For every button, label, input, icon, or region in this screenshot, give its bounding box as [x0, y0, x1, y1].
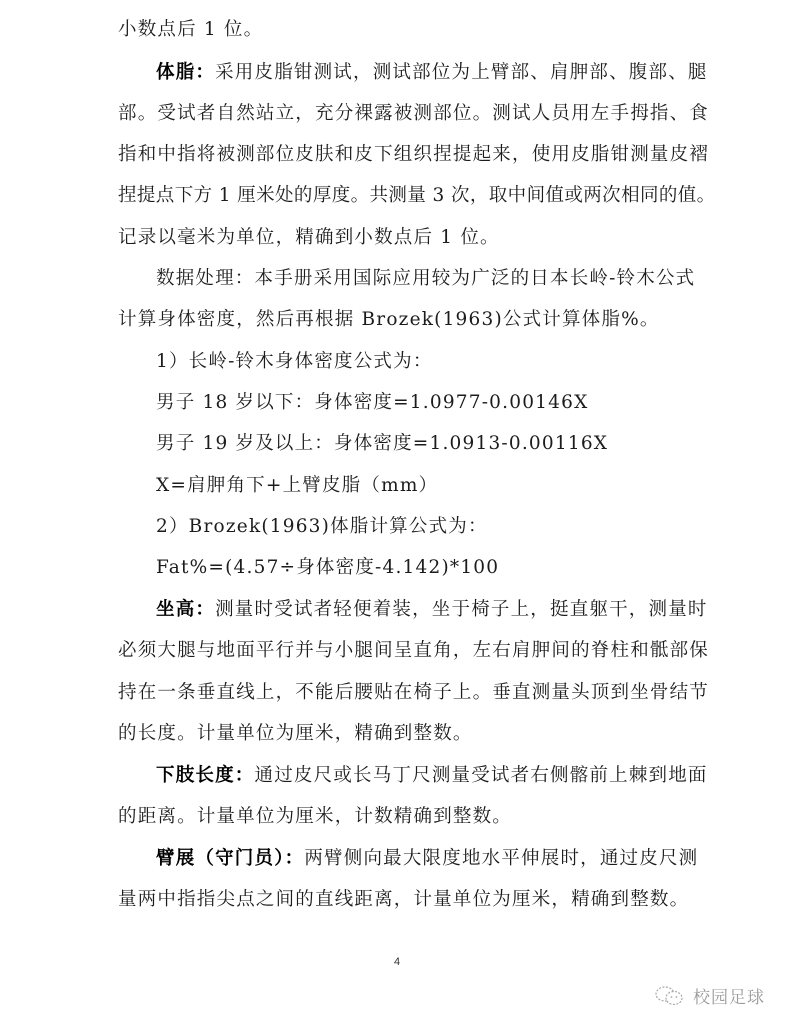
formula-line: [156, 391, 716, 415]
line-text: 记录以毫米为单位，精确到小数点后 1 位。: [118, 227, 500, 248]
text-line: [156, 267, 696, 291]
line-text: 部。受试者自然站立，充分裸露被测部位。测试人员用左手拇指、食: [118, 103, 710, 124]
text-line: [118, 639, 710, 663]
line-text: 计算身体密度，然后再根据 Brozek(1963)公式计算体脂%。: [118, 309, 660, 330]
line-text: 指和中指将被测部位皮肤和皮下组织捏提起来，使用皮脂钳测量皮褶: [118, 144, 710, 165]
text-line: [118, 184, 716, 208]
section-arm-span-heading-line: [156, 847, 699, 871]
text-line: [118, 226, 678, 250]
line-text: 两臂侧向最大限度地水平伸展时，通过皮尺测: [304, 848, 699, 869]
section-leg-length-heading-line: [156, 764, 708, 788]
line-text: 小数点后 1 位。: [118, 19, 264, 40]
line-text: 量两中指指尖点之间的直线距离，计量单位为厘米，精确到整数。: [118, 889, 690, 910]
wechat-icon: [653, 985, 687, 1007]
line-text: 数据处理：本手册采用国际应用较为广泛的日本长岭-铃木公式: [156, 268, 696, 289]
line-text: 通过皮尺或长马丁尺测量受试者右侧髂前上棘到地面: [254, 765, 708, 786]
section-title-leg-length: 下肢长度：: [156, 765, 255, 786]
line-text: 必须大腿与地面平行并与小腿间呈直角，左右肩胛间的脊柱和骶部保: [118, 640, 710, 661]
text-line: [118, 888, 690, 912]
formula-line: [156, 474, 716, 498]
text-line: [118, 308, 678, 332]
section-title-arm-span: 臂展（守门员）：: [156, 848, 305, 869]
line-text: 2）Brozek(1963)体脂计算公式为：: [156, 516, 488, 537]
section-body-fat-heading-line: [156, 61, 708, 85]
formula-heading-1: [156, 350, 716, 374]
section-title-sitting-height: 坐高：: [156, 599, 216, 620]
line-text: 1）长岭-铃木身体密度公式为：: [156, 351, 433, 372]
line-text: 男子 18 岁以下：身体密度=1.0977-0.00146X: [156, 392, 589, 413]
text-line: [118, 722, 678, 746]
line-text: 采用皮脂钳测试，测试部位为上臂部、肩胛部、腹部、腿: [215, 62, 708, 83]
line-text: 测量时受试者轻便着装，坐于椅子上，挺直躯干，测量时: [215, 599, 708, 620]
text-line: [118, 18, 678, 42]
line-text: 持在一条垂直线上，不能后腰贴在椅子上。垂直测量头顶到坐骨结节: [118, 682, 710, 703]
text-line: [118, 143, 710, 167]
formula-line: [156, 432, 716, 456]
text-line: [118, 102, 710, 126]
line-text: 捏提点下方 1 厘米处的厚度。共测量 3 次，取中间值或两次相同的值。: [118, 185, 716, 206]
section-sitting-height-heading-line: [156, 598, 708, 622]
watermark: [653, 983, 765, 1008]
section-title-body-fat: 体脂：: [156, 62, 216, 83]
line-text: 的长度。计量单位为厘米，精确到整数。: [118, 723, 473, 744]
line-text: 男子 19 岁及以上：身体密度=1.0913-0.00116X: [156, 433, 609, 454]
text-line: [118, 805, 678, 829]
formula-heading-2: [156, 515, 716, 539]
line-text: X=肩胛角下+上臂皮脂（mm）: [156, 475, 439, 496]
line-text: 的距离。计量单位为厘米，计数精确到整数。: [118, 806, 513, 827]
text-line: [118, 681, 710, 705]
page-number: 4: [394, 956, 401, 968]
watermark-text: 校园足球: [693, 988, 765, 1008]
formula-line: [156, 556, 716, 580]
line-text: Fat%=(4.57÷身体密度-4.142)*100: [156, 557, 500, 578]
